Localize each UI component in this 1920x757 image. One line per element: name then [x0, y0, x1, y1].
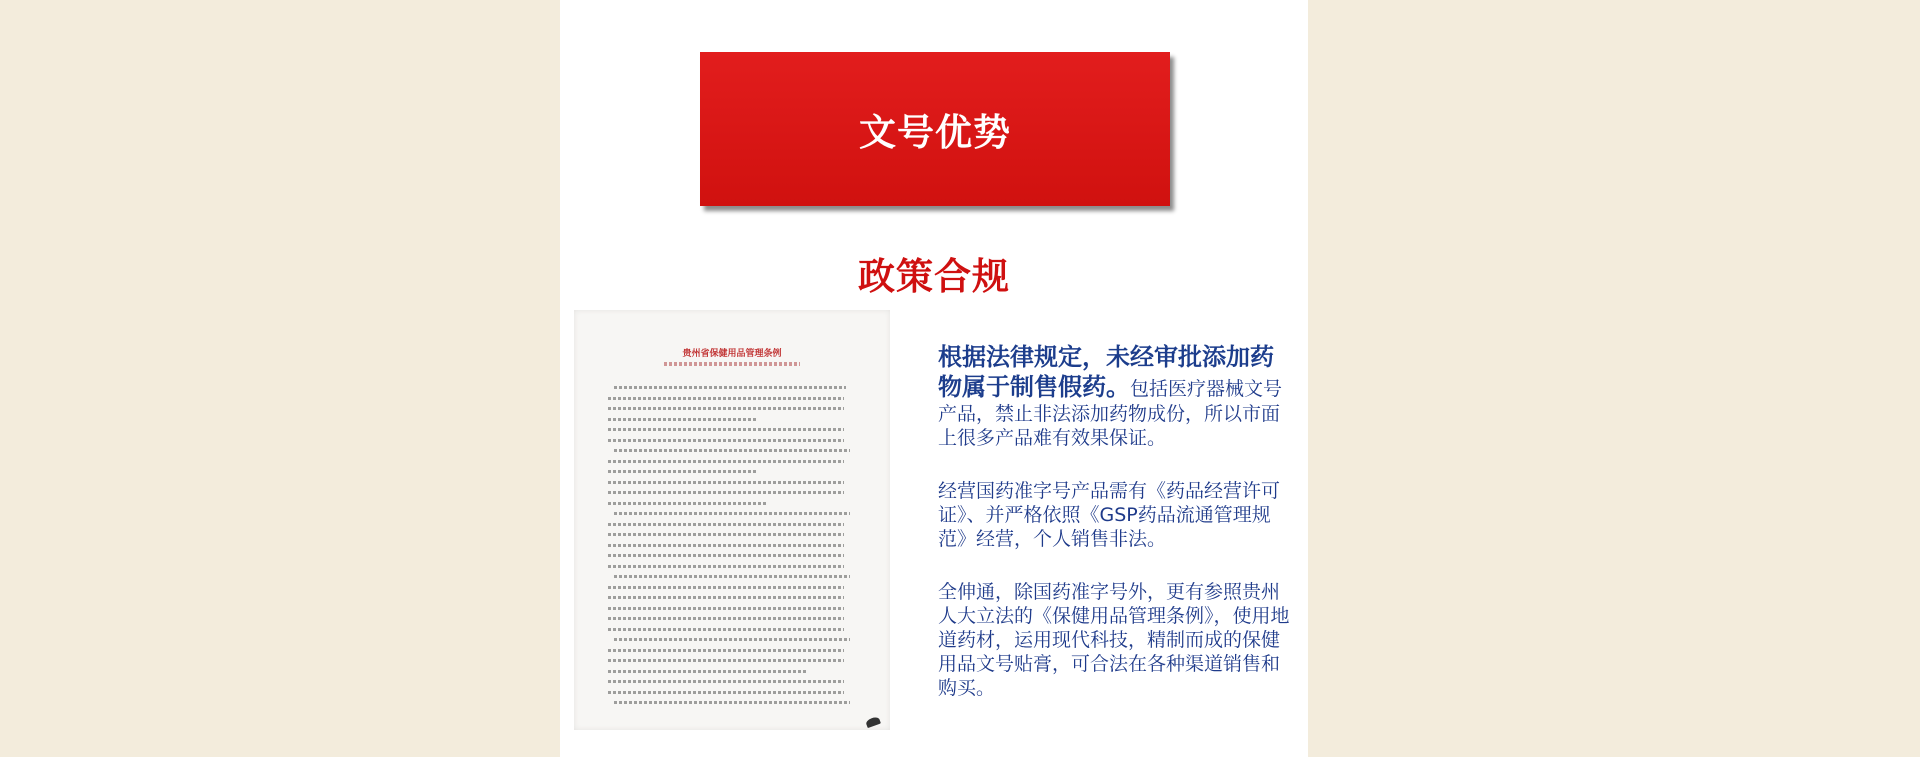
document-text-line	[608, 428, 844, 431]
document-subtitle-lines	[664, 362, 800, 366]
document-text-line	[608, 659, 844, 662]
document-text-line	[608, 533, 844, 536]
document-text-line	[608, 691, 844, 694]
document-text-line	[614, 449, 850, 452]
document-text-line	[608, 481, 844, 484]
paragraph-1	[938, 342, 1290, 450]
document-text-line	[608, 617, 844, 620]
document-text-line	[614, 638, 850, 641]
document-text-line	[608, 565, 844, 568]
document-text-line	[608, 554, 844, 557]
regulation-document-image	[574, 310, 890, 730]
document-text-line	[608, 649, 844, 652]
paragraph-2: 经营国药准字号产品需有《药品经营许可证》、并严格依照《GSP药品流通管理规范》经营，个人销售非法。	[938, 480, 1281, 550]
document-text-line	[608, 670, 808, 673]
document-text-line	[608, 596, 844, 599]
document-text-line	[614, 575, 850, 578]
document-text-line	[608, 397, 844, 400]
paragraph-1-emphasis: 根据法律规定，未经审批添加药物属于制售假药。	[938, 343, 1274, 401]
document-text-line	[614, 512, 850, 515]
document-text-line	[608, 607, 844, 610]
document-text-line	[608, 470, 758, 473]
document-text-line	[608, 407, 844, 410]
document-text-line	[608, 418, 758, 421]
document-text-line	[614, 386, 846, 389]
document-text-line	[608, 628, 844, 631]
document-text-line	[608, 586, 844, 589]
document-text-line	[608, 491, 844, 494]
document-text-line	[608, 544, 844, 547]
document-mark	[865, 716, 881, 728]
section-title: 政策合规	[858, 255, 1010, 298]
paragraph-1-text: 包括医疗器械文号产品，禁止非法添加药物成份，所以市面上很多产品难有效果保证。	[938, 378, 1283, 449]
document-text-line	[608, 439, 844, 442]
content-panel	[560, 0, 1308, 757]
document-text-line	[608, 502, 768, 505]
document-text-line	[608, 523, 844, 526]
document-text-line	[608, 460, 844, 463]
document-text-line	[614, 701, 850, 704]
policy-text-block	[938, 342, 1290, 729]
document-text-line	[608, 680, 844, 683]
advantage-banner	[700, 52, 1170, 206]
document-title: 贵州省保健用品管理条例	[682, 349, 782, 359]
paragraph-3: 全伸通，除国药准字号外，更有参照贵州人大立法的《保健用品管理条例》，使用地道药材，运用现代科技，精制而成的保健用品文号贴膏，可合法在各种渠道销售和购买。	[938, 581, 1290, 699]
banner-title: 文号优势	[859, 111, 1011, 154]
